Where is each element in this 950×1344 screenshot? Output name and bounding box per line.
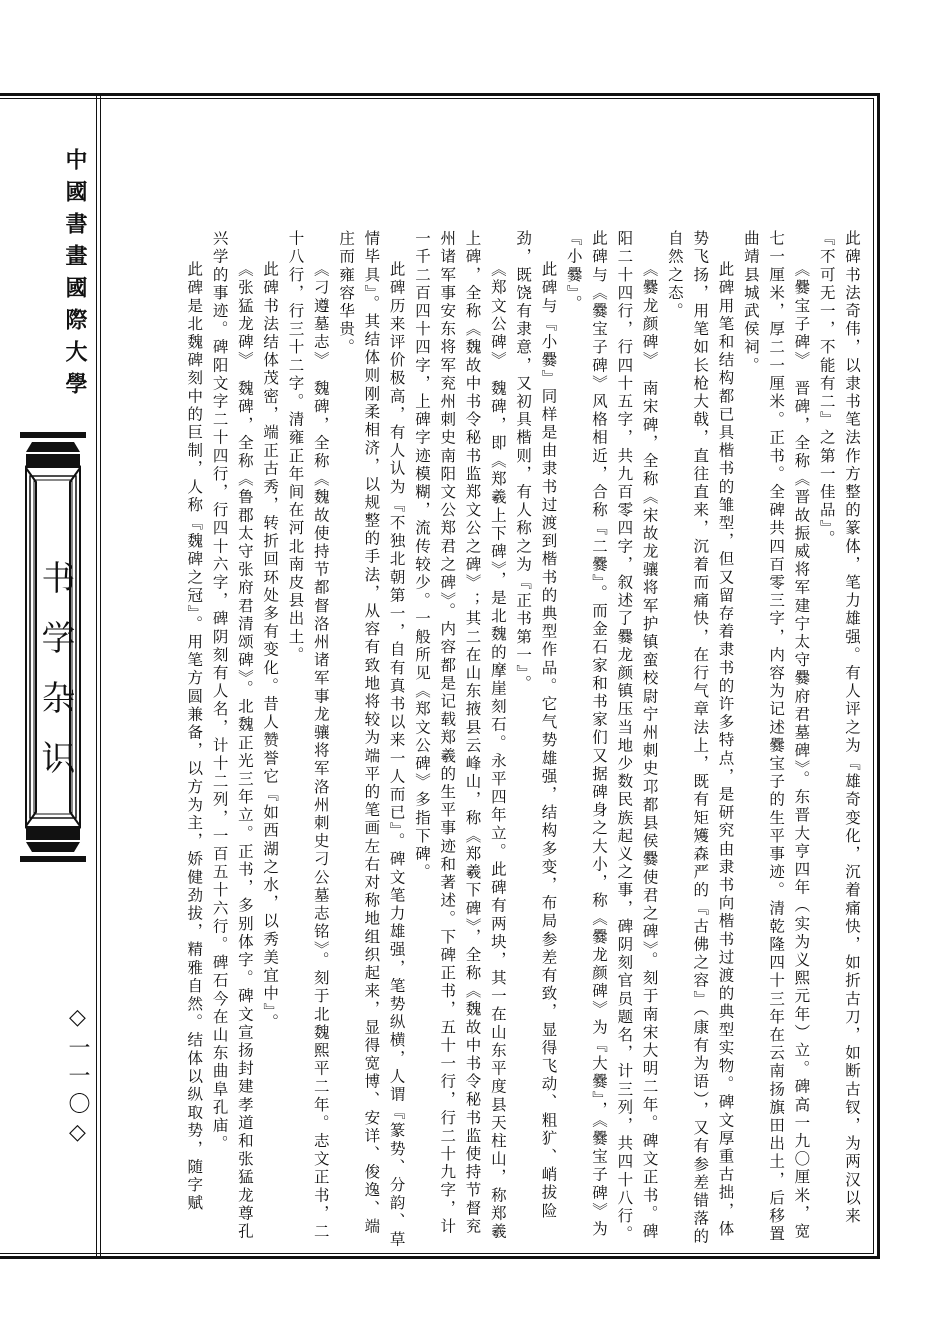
- paragraph: 《郑文公碑》 魏碑，即《郑羲上下碑》，是北魏的摩崖刻石。永平四年立。此碑有两块，其一在山东平度县天柱山，称郑羲上碑，全称《魏故中书令秘书监郑文公之碑》；其二在山东掖县云峰山，称《郑羲下碑》，全称《魏故中书令秘书监使持节督兖州诸军事安东将军兖州刺史南阳文公郑君之碑》。内容都是记载郑羲的生平事迹和著述。下碑正书，五十一行，行二十九字，计一千二百四十四字，上碑字迹模糊，流传较少。一般所见《郑文公碑》多指下碑。: [412, 230, 507, 1241]
- paragraph: 此碑用笔和结构都已具楷书的雏型，但又留存着隶书的许多特点，是研究由隶书向楷书过渡的典型实物。碑文厚重古拙，体势飞扬，用笔如长枪大戟，直往直来，沉着而痛快，在行气章法上，既有矩矱森严的『古佛之容』（康有为语），又有参差错落的自然之态。: [665, 230, 735, 1247]
- body-text: [104, 230, 864, 1250]
- paragraph: 《刁遵墓志》 魏碑，全称《魏故使持节都督洛州诸军事龙骧将军洛州刺史刁公墓志铭》。刻于北魏熙平二年。志文正书，二十八行，行三十二字。清雍正年间在河北南皮县出土。: [286, 230, 330, 1241]
- paragraph: 《爨宝子碑》 晋碑，全称《晋故振威将军建宁太守爨府君墓碑》。东晋大亨四年（实为义熙元年）立。碑高一九〇厘米，宽七一厘米，厚二一厘米。正书。全碑共四百零三字，内容为记述爨宝子的生平事迹。清乾隆四十三年在云南扬旗田出土，后移置曲靖县城武侯祠。: [741, 230, 811, 1244]
- margin-divider: [96, 96, 97, 1257]
- paragraph: 此碑书法结体茂密，端正古秀，转折回环处多有变化。昔人赞誉它『如西湖之水，以秀美宜中』。: [261, 261, 280, 1032]
- paragraph: 《张猛龙碑》 魏碑，全称《鲁郡太守张府君清颂碑》。北魏正光三年立。正书，多别体字。碑文宣扬封建孝道和张猛龙尊孔兴学的事迹。碑阳文字二十四行，行四十六字，碑阴刻有人名，计十二列，一百五十六行。碑石今在山东曲阜孔庙。: [210, 230, 254, 1241]
- paragraph: 此碑历来评价极高，有人认为『不独北朝第一，自有真书以来一人而已』。碑文笔力雄强，笔势纵横，人谓『篆势、分韵、草情毕具』。其结体则刚柔相济，以规整的手法，从容有致地将较为端平的笔画左右对称地组织起来，显得宽博、安详、俊逸、端庄而雍容华贵。: [337, 230, 406, 1249]
- paragraph: 此碑是北魏碑刻中的巨制，人称『魏碑之冠』。用笔方圆兼备，以方为主，娇健劲拔，精雅自然。结体以纵取势，随字赋: [185, 261, 204, 1213]
- page-number: ◇一一〇◇: [65, 1005, 90, 1151]
- paragraph: 此碑与『小爨』同样是由隶书过渡到楷书的典型作品。它气势雄强，结构多变，布局参差有致，显得飞动、粗犷、峭拔险劲，既饶有隶意，又初具楷则，有人称之为『正书第一』。: [514, 230, 558, 1221]
- paragraph: 《爨龙颜碑》 南宋碑，全称《宋故龙骧将军护镇蛮校尉宁州刺史邛都县侯爨使君之碑》。刻于南宋大明二年。碑文正书。碑阳二十四行，行四十五字，共九百零四字，叙述了爨龙颜镇压当地少数民族起义之事，碑阴刻官员题名，计三列，共四十八行。此碑与《爨宝子碑》风格相近，合称『二爨』。而金石家和书家们又据碑身之大小，称《爨龙颜碑》为『大爨』，《爨宝子碑》为『小爨』。: [564, 230, 659, 1244]
- margin-divider-inner: [100, 96, 101, 1257]
- section-title: 书学杂识: [35, 560, 75, 800]
- paragraph: 此碑书法奇伟，以隶书笔法作方整的篆体，笔力雄强。有人评之为『雄奇变化，沉着痛快，如折古刀，如断古钗，为两汉以来『不可无一，不能有二』之第一佳品』。: [817, 230, 861, 1226]
- publisher-name: 中國書畫國際大學: [62, 148, 88, 404]
